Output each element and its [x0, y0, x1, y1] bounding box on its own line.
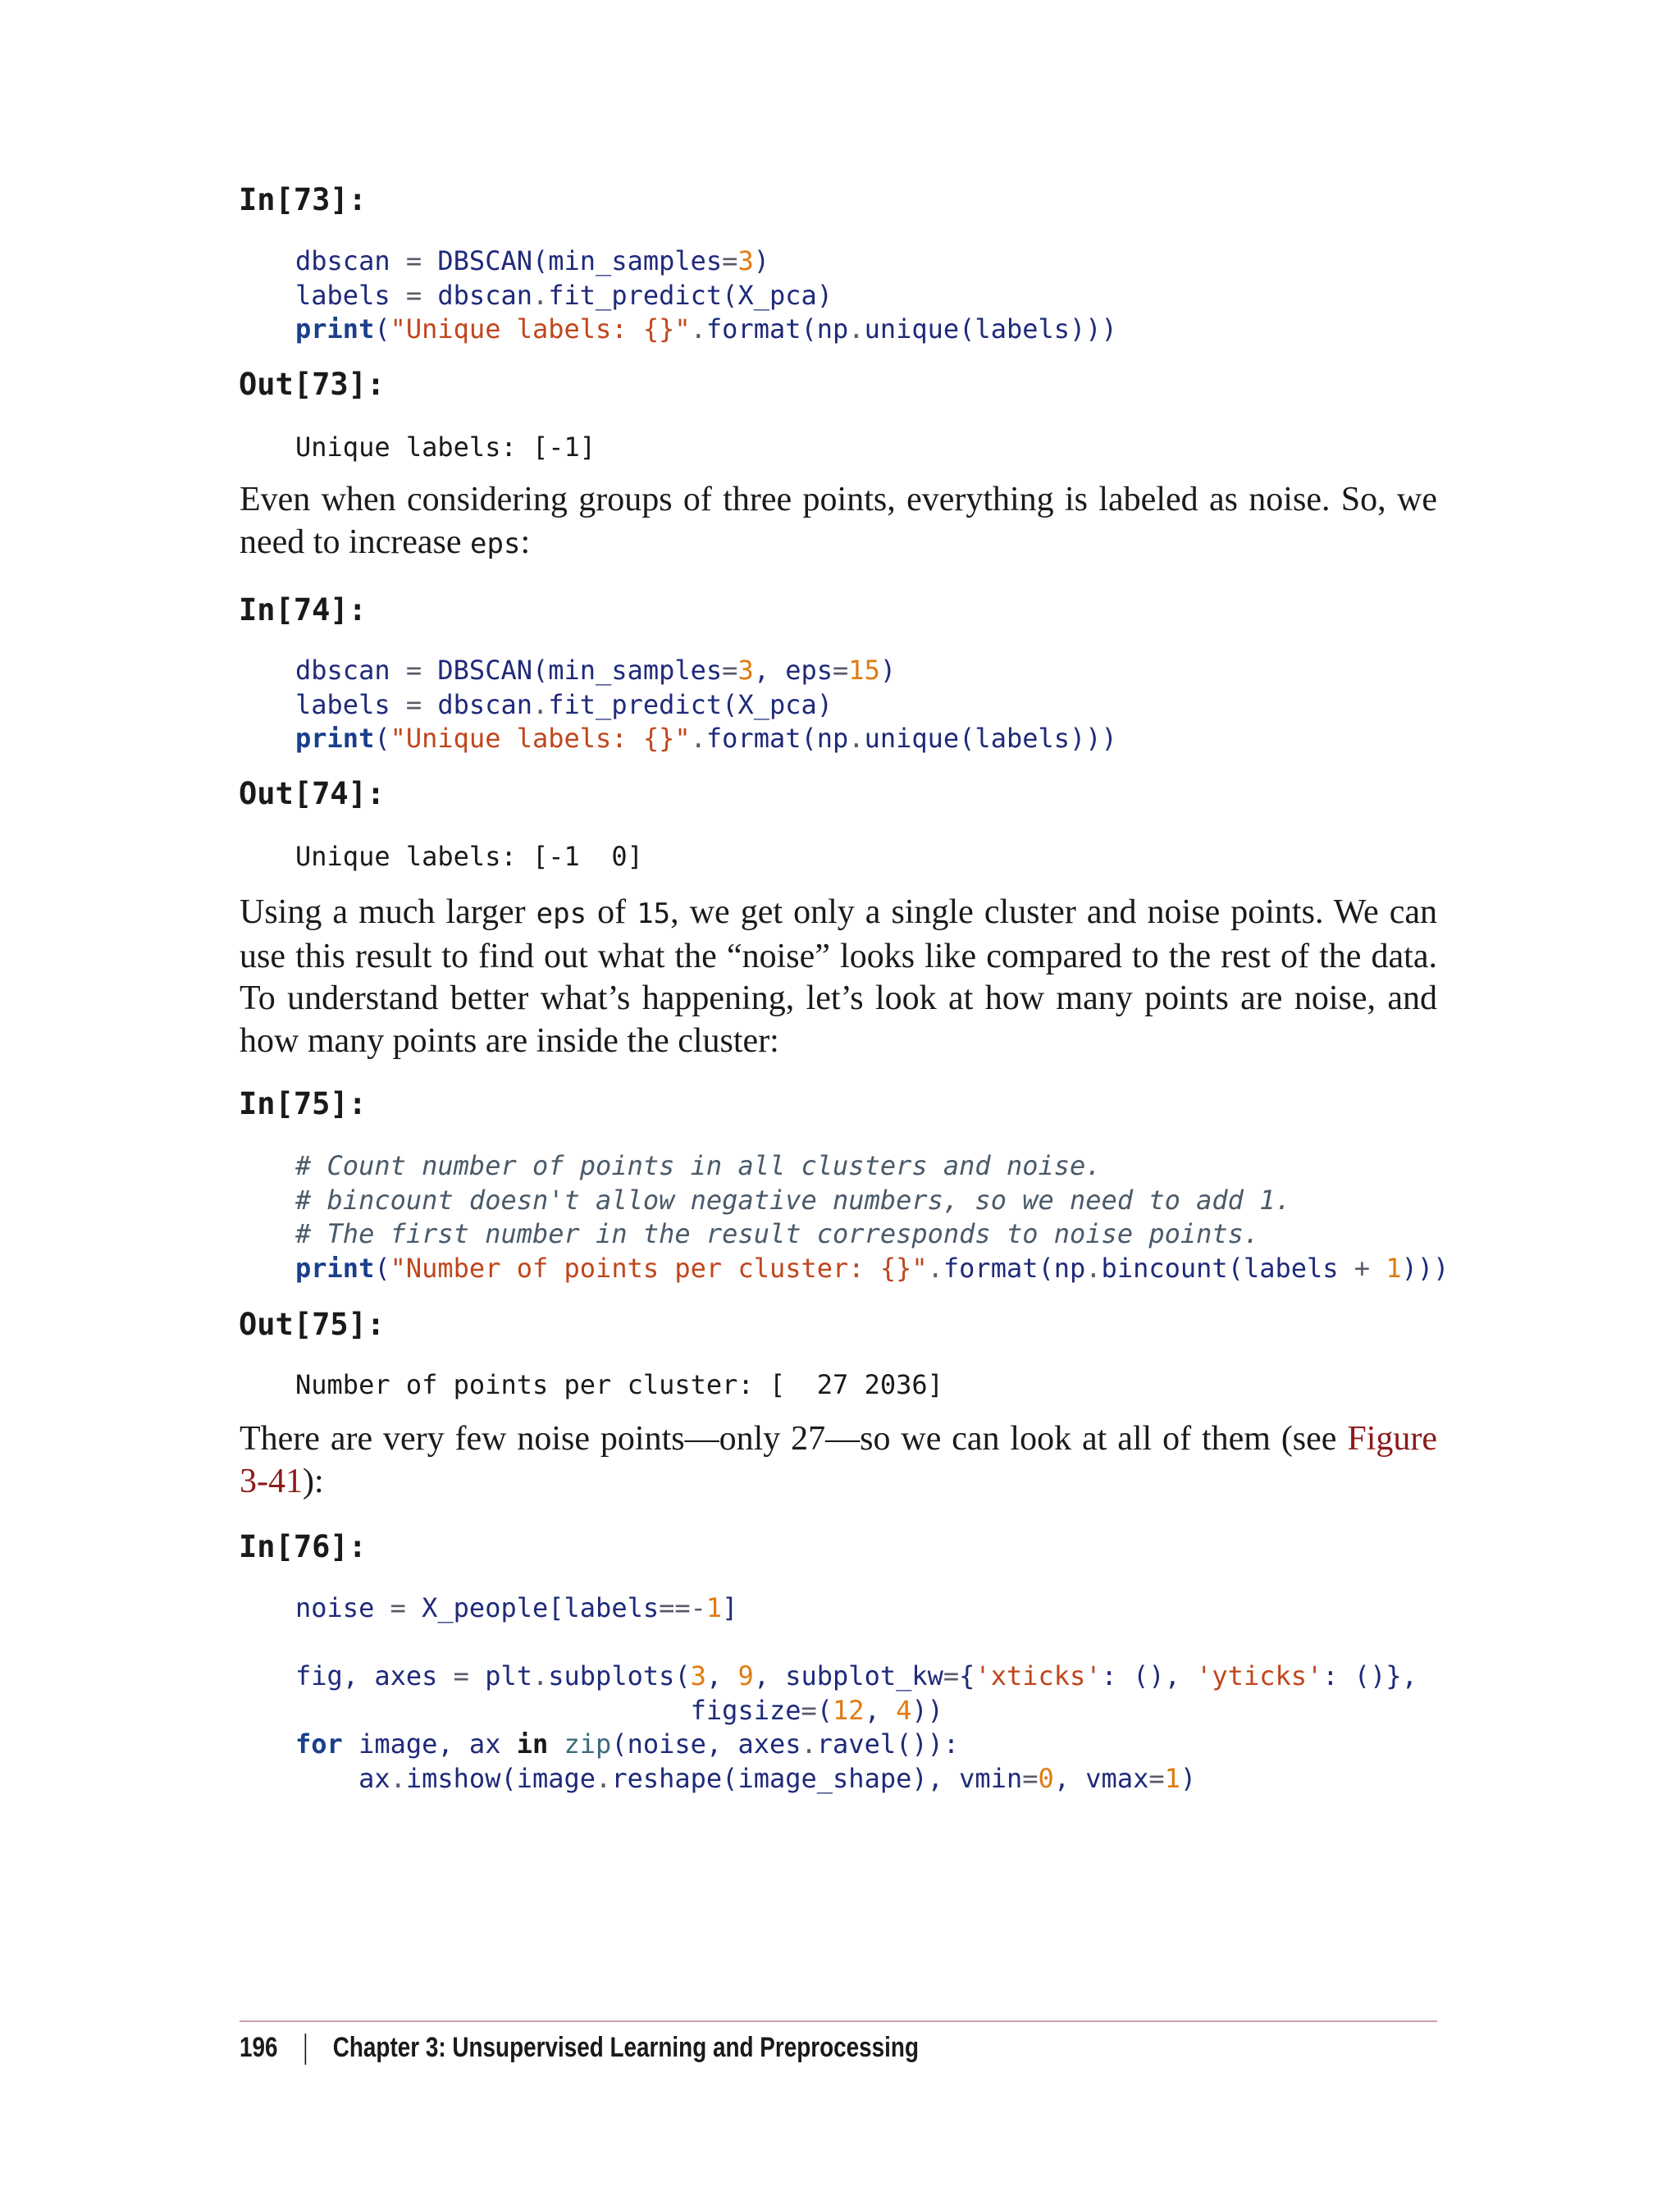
input-prompt-75: In[75]:: [239, 1086, 367, 1121]
code-cell-74: dbscan = DBSCAN(min_samples=3, eps=15) labels = dbscan.fit_predict(X_pca) print("Unique labels: {}".format(np.unique(labels))): [295, 655, 1117, 754]
footer-rule: [240, 2020, 1437, 2022]
paragraph-3: There are very few noise points—only 27—so we can look at all of them (see Figure 3-41):: [240, 1420, 1437, 1500]
output-prompt-73: Out[73]:: [239, 367, 386, 402]
input-prompt-73: In[73]:: [239, 182, 367, 217]
output-prompt-75: Out[75]:: [239, 1307, 386, 1342]
input-prompt-74: In[74]:: [239, 592, 367, 628]
output-prompt-74: Out[74]:: [239, 776, 386, 811]
input-prompt-76: In[76]:: [239, 1529, 367, 1564]
chapter-title: Chapter 3: Unsupervised Learning and Preprocessing: [332, 2032, 919, 2063]
output-75: Number of points per cluster: [ 27 2036]: [295, 1369, 943, 1400]
code-cell-76: noise = X_people[labels==-1] fig, axes = plt.subplots(3, 9, subplot_kw={'xticks': (), 'yticks': ()}, figsize=(12, 4)) for image, ax in zip(noise, axes.ravel()): ax.imshow(image.reshape(image_shape), vmin=0, vmax=1): [295, 1592, 1418, 1794]
code-cell-75: # Count number of points in all clusters and noise. # bincount doesn't allow negative numbers, so we need to add 1. # The first number in the result corresponds to noise points. print("Number of points per cluster: {}".format(np.bincount(labels + 1))): [295, 1150, 1449, 1284]
page-footer: [240, 2029, 919, 2066]
page-number: 196: [240, 2032, 278, 2063]
footer-separator: [304, 2034, 306, 2065]
paragraph-1: Even when considering groups of three points, everything is labeled as noise. So, we need to increase eps:: [240, 481, 1437, 561]
output-74: Unique labels: [-1 0]: [295, 841, 643, 872]
figure-link[interactable]: Figure 3-41: [240, 1420, 1437, 1500]
code-cell-73: dbscan = DBSCAN(min_samples=3) labels = dbscan.fit_predict(X_pca) print("Unique labels: {}".format(np.unique(labels))): [295, 245, 1117, 345]
output-73: Unique labels: [-1]: [295, 431, 596, 463]
paragraph-2: Using a much larger eps of 15, we get only a single cluster and noise points. We can use this result to find out what the “noise” looks like compared to the rest of the data. To understand better what’s happening, let’s look at how many points are noise, and how many points are inside the cluster:: [240, 893, 1437, 1060]
